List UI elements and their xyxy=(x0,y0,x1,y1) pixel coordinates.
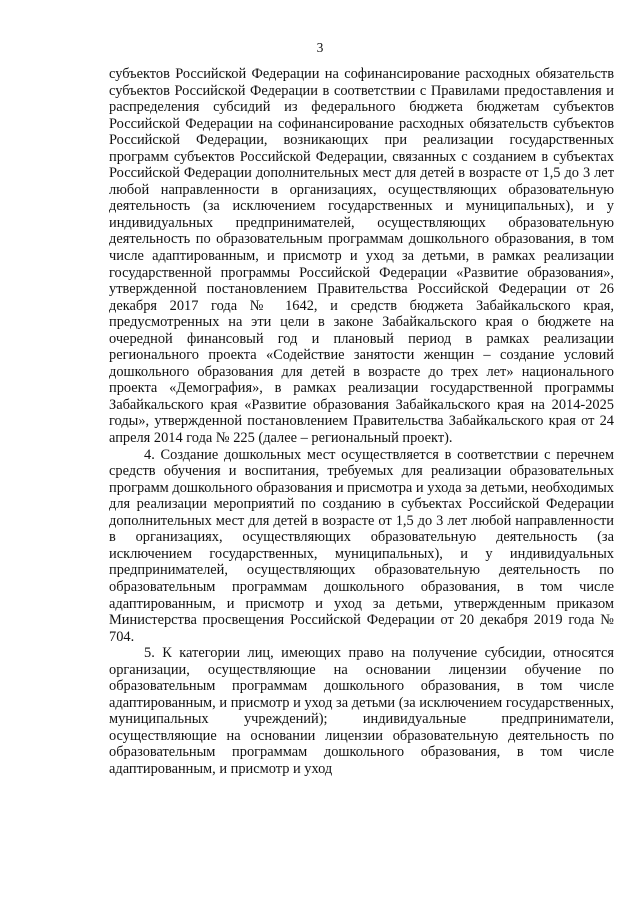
paragraph-item-4: 4. Создание дошкольных мест осуществляется в соответствии с перечнем средств обучения и воспитания, требуемых для реализации образовательных программ дошкольного образования и присмотра и ухода за детьми, необходимых для реализации мероприятий по созданию в субъектах Российской Федерации дополнительных мест для детей в возрасте от 1,5 до 3 лет любой направленности в организациях, осуществляющих образовательную деятельность (за исключением государственных, муниципальных), и у индивидуальных предпринимателей, осуществляющих образовательную деятельность по образовательным программам дошкольного образования, в том числе адаптированным, и присмотр и уход за детьми, утвержденным приказом Министерства просвещения Российской Федерации от 20 декабря 2019 года № 704. xyxy=(109,446,614,645)
paragraph-item-5: 5. К категории лиц, имеющих право на получение субсидии, относятся организации, осуществляющие на основании лицензии обучение по образовательным программам дошкольного образования, в том числе адаптированным, и присмотр и уход за детьми (за исключением государственных, муниципальных учреждений); индивидуальные предприниматели, осуществляющие на основании лицензии образовательную деятельность по образовательным программам дошкольного образования, в том числе адаптированным, и присмотр и уход xyxy=(109,645,614,777)
page-number: 3 xyxy=(316,40,324,55)
document-body xyxy=(109,66,614,778)
paragraph-continuation: субъектов Российской Федерации на софинансирование расходных обязательств субъектов Российской Федерации в соответствии с Правилами предоставления и распределения субсидий из федерального бюджета бюджетам субъектов Российской Федерации на софинансирование расходных обязательств субъектов Российской Федерации, возникающих при реализации государственных программ субъектов Российской Федерации, связанных с созданием в субъектах Российской Федерации дополнительных мест для детей в возрасте от 1,5 до 3 лет любой направленности в организациях, осуществляющих образовательную деятельность (за исключением государственных и муниципальных), и у индивидуальных предпринимателей, осуществляющих образовательную деятельность по образовательным программам дошкольного образования, в том числе адаптированным, и присмотр и уход за детьми, в рамках реализации государственной программы Российской Федерации «Развитие образования», утвержденной постановлением Правительства Российской Федерации от 26 декабря 2017 года № 1642, и средств бюджета Забайкальского края, предусмотренных на эти цели в законе Забайкальского края о бюджете на очередной финансовый год и плановый период в рамках реализации регионального проекта «Содействие занятости женщин – создание условий дошкольного образования для детей в возрасте до трех лет» национального проекта «Демография», в рамках реализации государственной программы Забайкальского края «Развитие образования Забайкальского края на 2014-2025 годы», утвержденной постановлением Правительства Забайкальского края от 24 апреля 2014 года № 225 (далее – региональный проект). xyxy=(109,66,614,447)
